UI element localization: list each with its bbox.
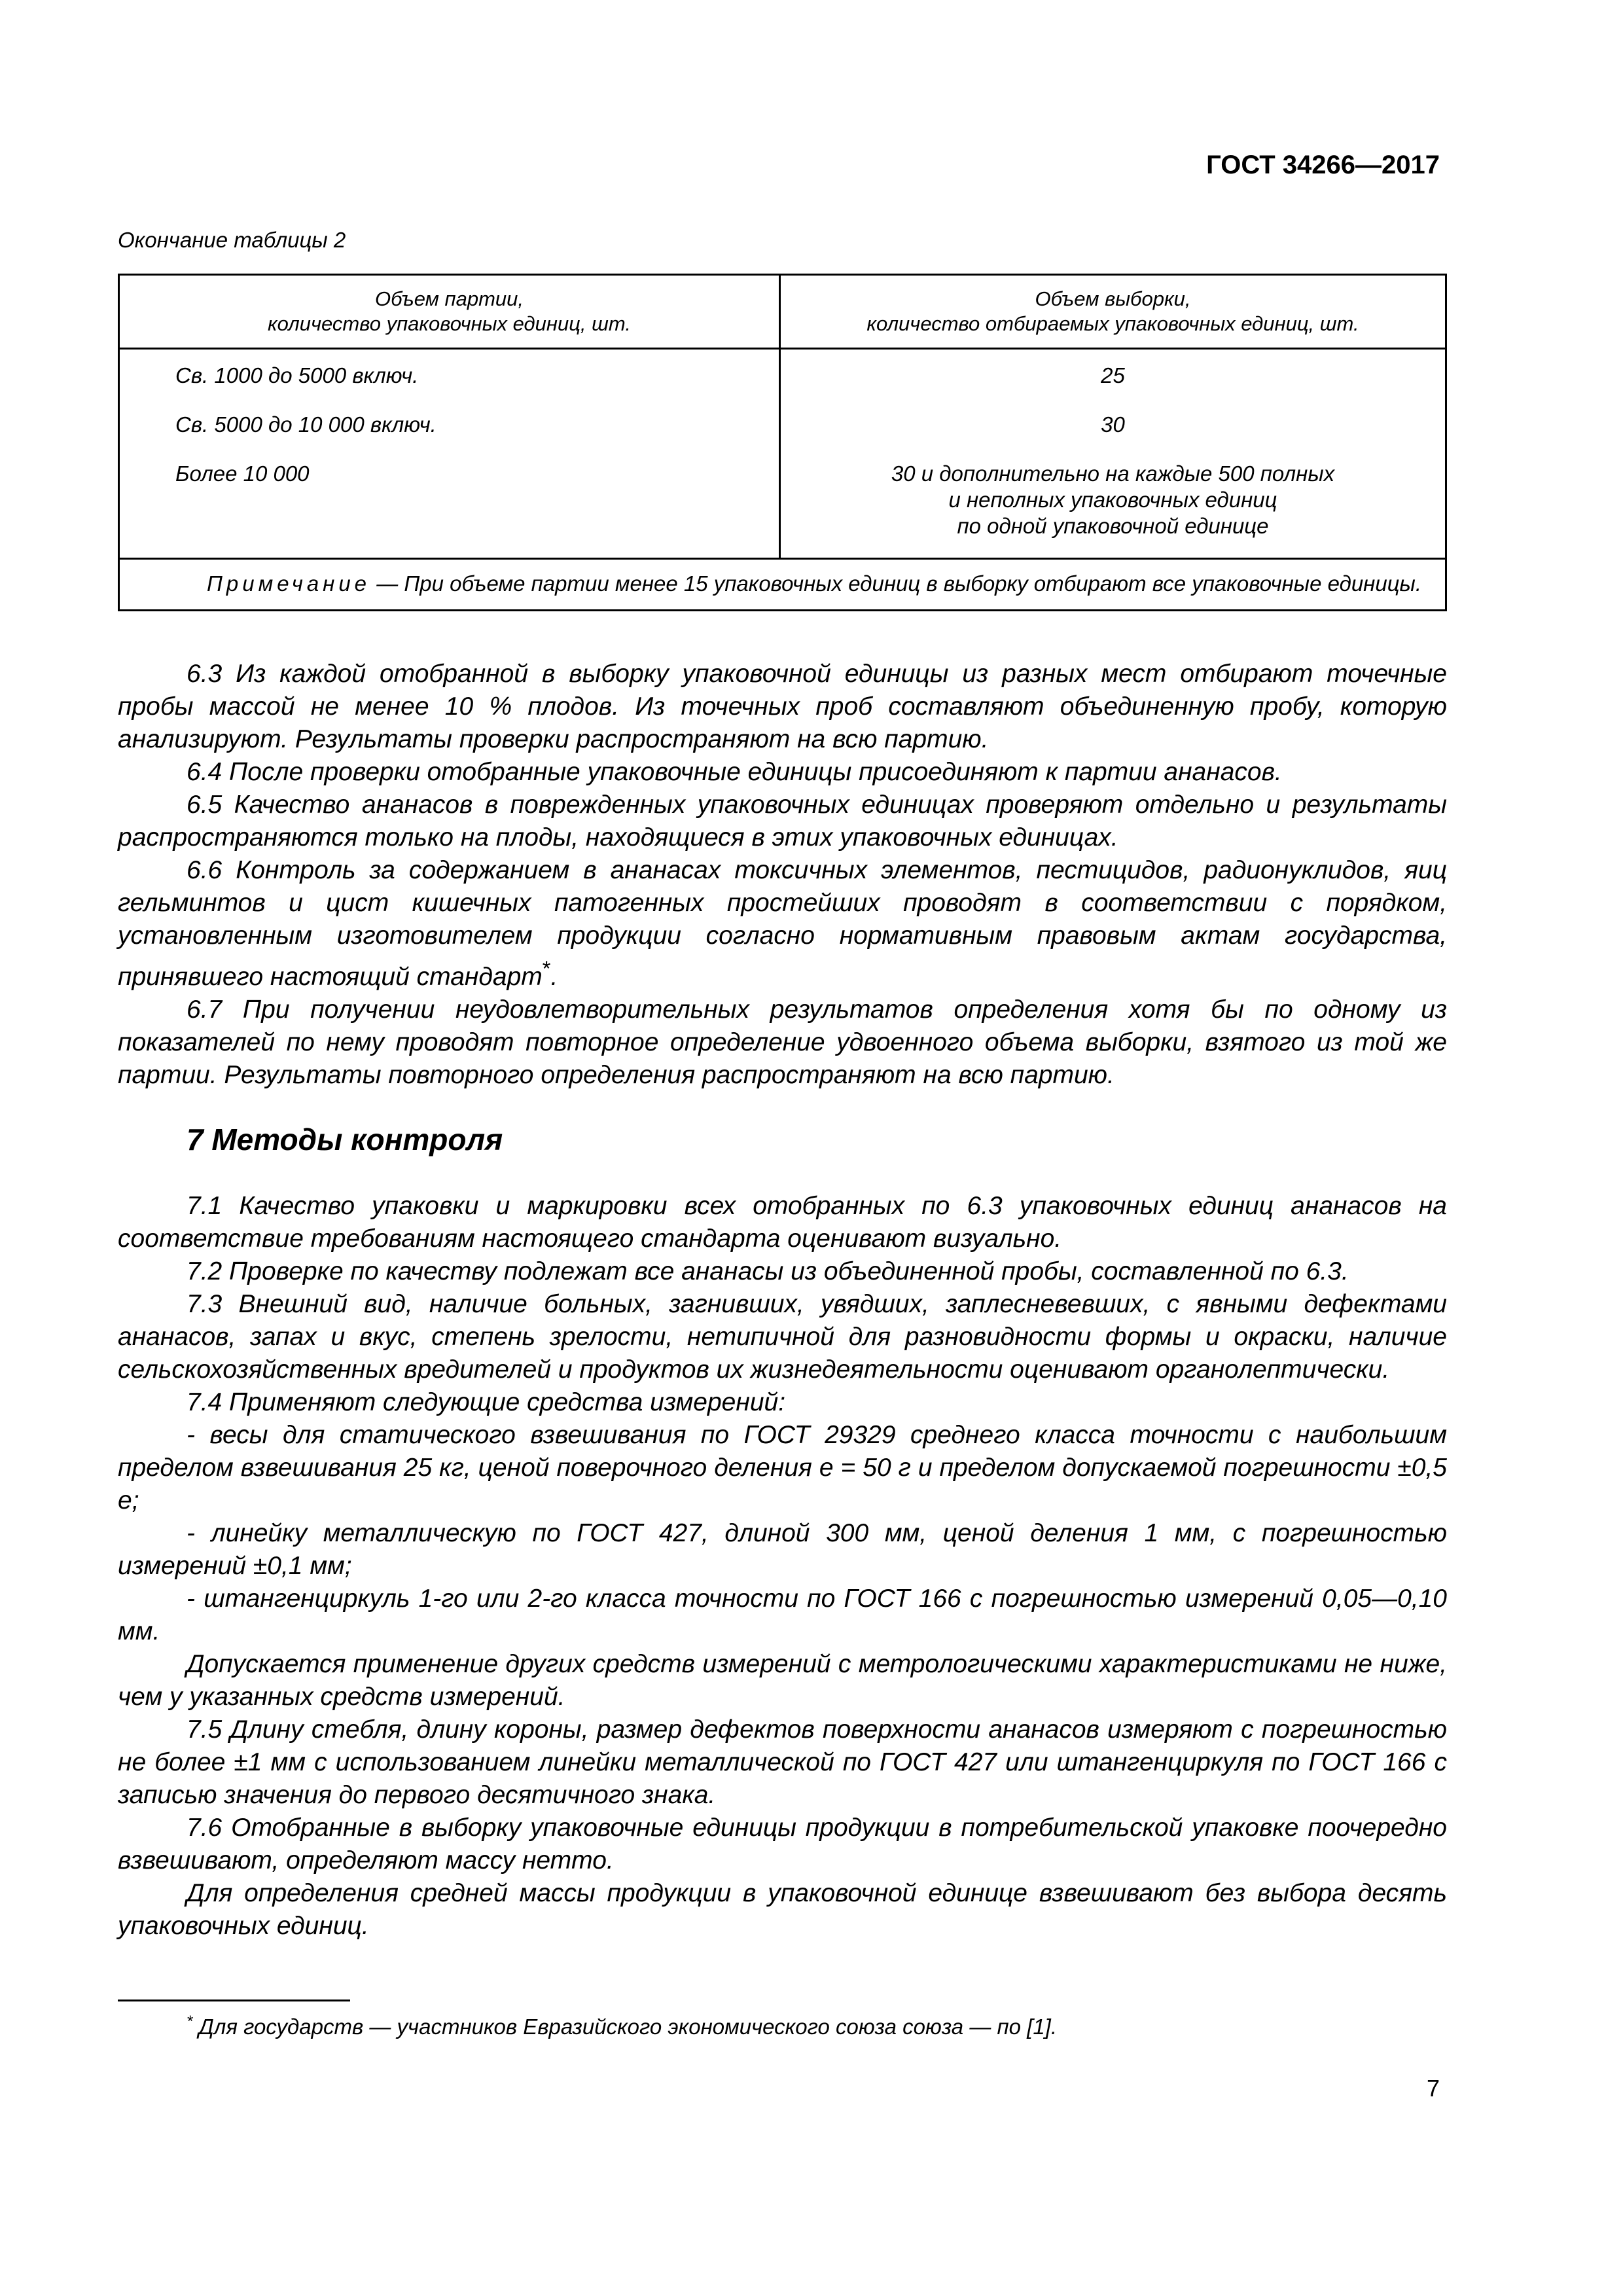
paragraph-6-6: 6.6 Контроль за содержанием в ананасах токсичных элементов, пестицидов, радионуклидов, яиц гельминтов и цист кишечных патогенных простейших проводят в соответствии с порядком, установленным изготовителем продукции согласно нормативным правовым актам государства, принявшего настоящий стандарт*. — [118, 856, 1447, 991]
paragraph-7-1: 7.1 Качество упаковки и маркировки всех отобранных по 6.3 упаковочных единиц ананасов на соответствие требованиям настоящего стандарта оценивают визуально. — [118, 1192, 1447, 1253]
paragraph-7-4: 7.4 Применяют следующие средства измерений: — [187, 1388, 786, 1416]
list-item-scales: - весы для статического взвешивания по ГОСТ 29329 среднего класса точности с наибольшим пределом взвешивания 25 кг, ценой поверочного деления е = 50 г и пределом допускаемой погрешности ±0,5 е; — [118, 1421, 1447, 1515]
table-caption: Окончание таблицы 2 — [118, 228, 346, 252]
batch-column-cells — [120, 350, 781, 558]
note-label: Примечание — [207, 571, 371, 596]
table-cell: 25 — [1101, 363, 1125, 387]
table-cell: 30 и дополнительно на каждые 500 полных — [891, 461, 1335, 486]
table-cell: Св. 1000 до 5000 включ. — [175, 363, 419, 387]
paragraph-7-3: 7.3 Внешний вид, наличие больных, загнивших, увядших, заплесневевших, с явными дефектами ананасов, запах и вкус, степень зрелости, нетипичной для разновидности формы и окраски, наличие сельскохозяйственных вредителей и продуктов их жизнедеятельности оценивают органолептически. — [118, 1290, 1447, 1384]
sample-column-cells — [781, 350, 1445, 558]
page-number: 7 — [1426, 2075, 1440, 2102]
paragraph-7-5: 7.5 Длину стебля, длину короны, размер дефектов поверхности ананасов измеряют с погрешностью не более ±1 мм с использованием линейки металлической по ГОСТ 427 или штангенциркуля по ГОСТ 166 с записью значения до первого десятичного знака. — [118, 1715, 1447, 1809]
section-7-heading: 7 Методы контроля — [187, 1122, 503, 1157]
list-item-caliper: - штангенциркуль 1-го или 2-го класса точности по ГОСТ 166 с погрешностью измерений 0,05—0,10 мм. — [118, 1585, 1447, 1645]
table-header-row — [120, 276, 1445, 350]
paragraph-6-4: 6.4 После проверки отобранные упаковочные единицы присоединяют к партии ананасов. — [187, 758, 1282, 786]
table-cell: 30 — [1101, 412, 1125, 437]
paragraph-6-3: 6.3 Из каждой отобранной в выборку упаковочной единицы из разных мест отбирают точечные пробы массой не менее 10 % плодов. Из точечных проб составляют объединенную пробу, которую анализируют. Результаты проверки распространяют на всю партию. — [118, 660, 1447, 753]
section-7-text — [118, 1190, 1447, 1943]
footnote-text: Для государств — участников Евразийского экономического союза союза — по [1]. — [198, 2015, 1058, 2039]
paragraph-average-mass: Для определения средней массы продукции в упаковочной единице взвешивают без выбора десять упаковочных единиц. — [118, 1879, 1447, 1940]
table-cell: Св. 5000 до 10 000 включ. — [175, 412, 437, 437]
note-text: — При объеме партии менее 15 упаковочных единиц в выборку отбирают все упаковочные единицы. — [376, 571, 1422, 596]
document-id: ГОСТ 34266—2017 — [1206, 151, 1440, 179]
paragraph-6-7: 6.7 При получении неудовлетворительных результатов определения хотя бы по одному из показателей по нему проводят повторное определение удвоенного объема выборки, взятого из той же партии. Результаты повторного определения распространяют на всю партию. — [118, 996, 1447, 1089]
paragraph-6-5: 6.5 Качество ананасов в поврежденных упаковочных единицах проверяют отдельно и результаты распространяются только на плоды, находящиеся в этих упаковочных единицах. — [118, 791, 1447, 852]
section-6-text — [118, 658, 1447, 1092]
list-item-ruler: - линейку металлическую по ГОСТ 427, длиной 300 мм, ценой деления 1 мм, с погрешностью измерений ±0,1 мм; — [118, 1519, 1447, 1580]
footnote-mark: * — [187, 2013, 193, 2030]
table-cell: Более 10 000 — [175, 461, 310, 486]
paragraph-7-6: 7.6 Отобранные в выборку упаковочные единицы продукции в потребительской упаковке поочередно взвешивают, определяют массу нетто. — [118, 1814, 1447, 1874]
footnote-divider — [118, 2000, 350, 2001]
table-cell: по одной упаковочной единице — [957, 514, 1269, 538]
footnote — [187, 2013, 1057, 2039]
table-body — [120, 350, 1445, 558]
table-note — [120, 558, 1445, 609]
column-header-sample: Объем выборки, количество отбираемых упаковочных единиц, шт. — [866, 287, 1359, 335]
table-cell: и неполных упаковочных единиц — [948, 488, 1277, 512]
footnote-reference: * — [542, 957, 551, 980]
sample-size-table — [118, 274, 1447, 611]
column-header-batch: Объем партии, количество упаковочных единиц, шт. — [120, 276, 781, 348]
paragraph-allowed-instruments: Допускается применение других средств измерений с метрологическими характеристиками не ниже, чем у указанных средств измерений. — [118, 1650, 1447, 1711]
paragraph-7-2: 7.2 Проверке по качеству подлежат все ананасы из объединенной пробы, составленной по 6.3. — [187, 1257, 1349, 1285]
